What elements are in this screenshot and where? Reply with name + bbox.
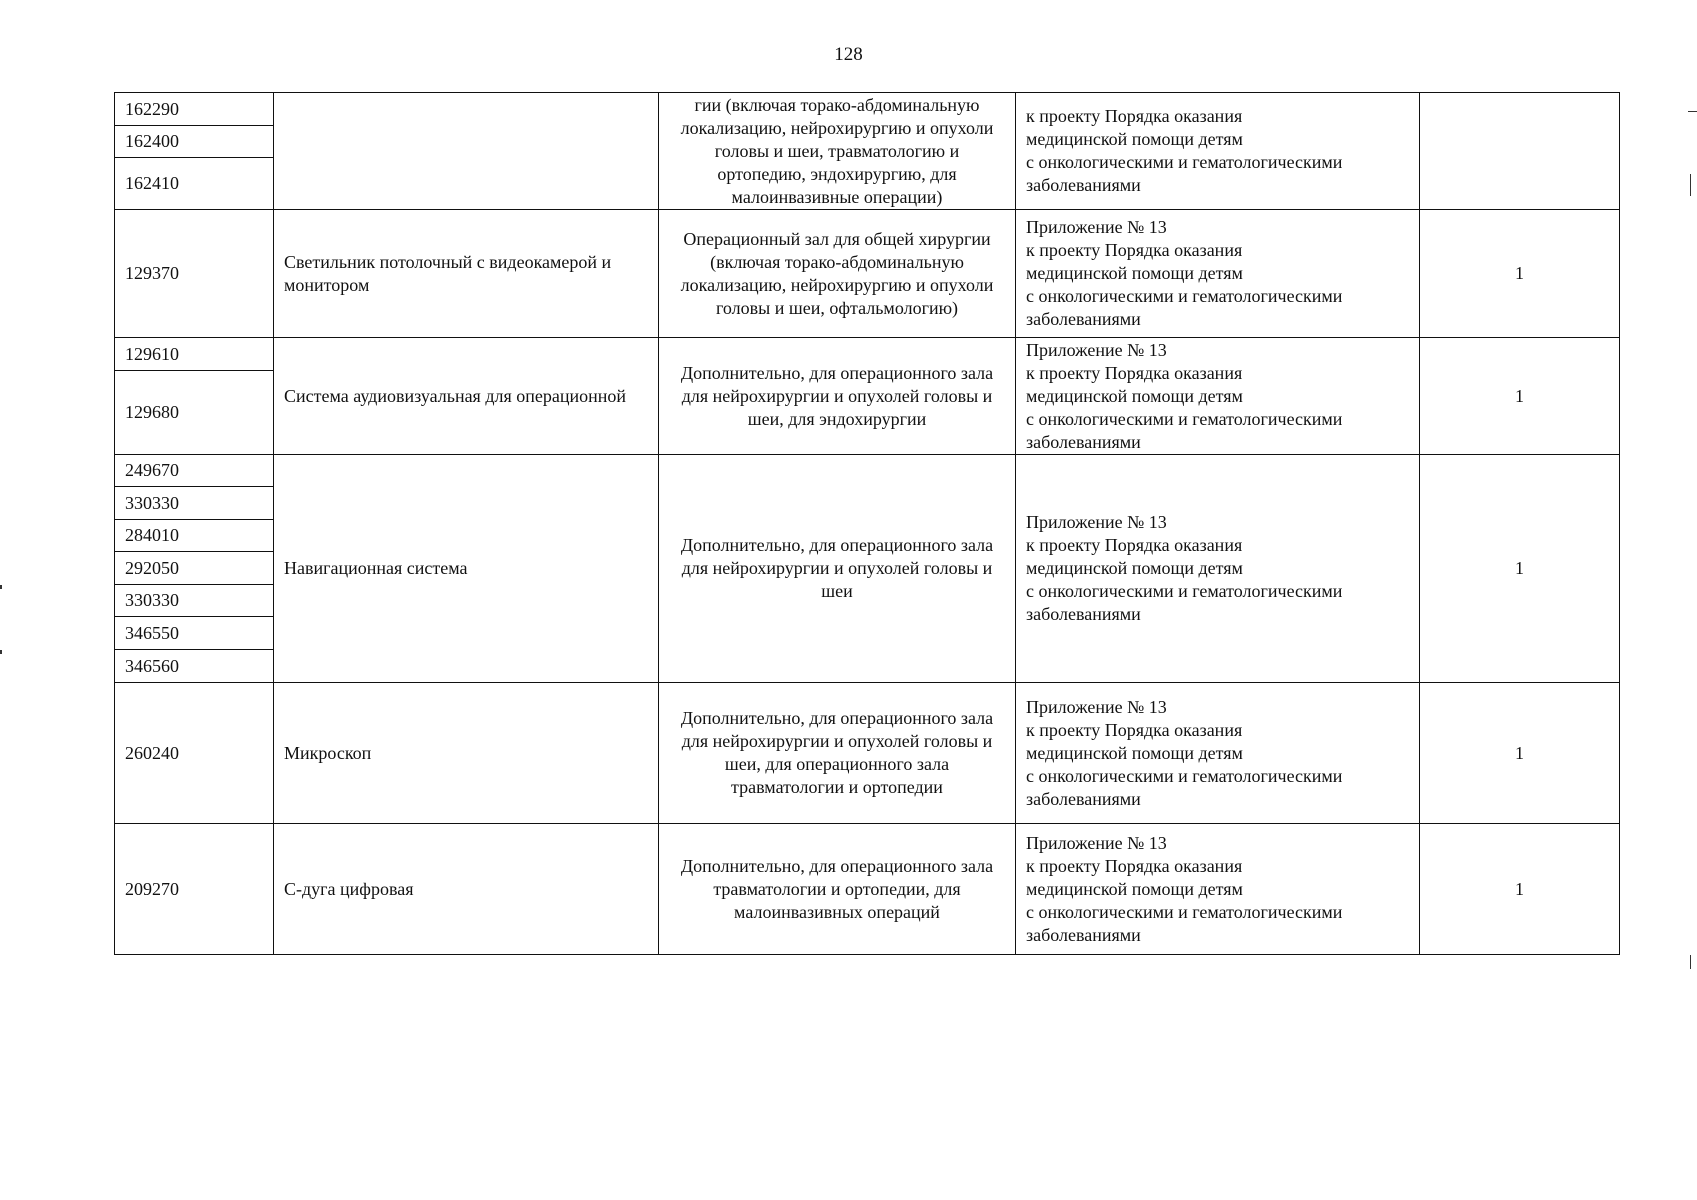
basis-line: с онкологическими и гематологическими xyxy=(1026,152,1343,172)
basis-line: заболеваниями xyxy=(1026,924,1141,945)
basis-line: с онкологическими и гематологическими xyxy=(1026,408,1343,429)
basis-line: заболеваниями xyxy=(1026,604,1141,624)
table-row xyxy=(115,455,1620,487)
basis-line: к проекту Порядка оказания xyxy=(1026,362,1243,383)
equipment-name-cell xyxy=(274,93,659,210)
table-row xyxy=(115,824,1620,955)
table-row xyxy=(115,338,1620,371)
purpose-cell: Операционный зал для общей хирургии (включая торако-абдоминальную локализацию, нейрохирургию и опухоли головы и шеи, офтальмологию) xyxy=(659,210,1016,338)
code-cell: 260240 xyxy=(115,683,274,824)
table-row xyxy=(115,93,1620,126)
code-cell: 129370 xyxy=(115,210,274,338)
basis-line: с онкологическими и гематологическими xyxy=(1026,581,1343,601)
scan-mark xyxy=(1690,174,1691,196)
basis-line: медицинской помощи детям xyxy=(1026,878,1243,899)
quantity-cell: 1 xyxy=(1420,210,1620,338)
quantity-cell: 1 xyxy=(1420,455,1620,683)
equipment-name-cell: Навигационная система xyxy=(274,455,659,683)
basis-line: к проекту Порядка оказания xyxy=(1026,719,1243,740)
code-cell: 162410 xyxy=(115,158,274,210)
basis-line: к проекту Порядка оказания xyxy=(1026,855,1243,876)
basis-line: с онкологическими и гематологическими xyxy=(1026,286,1343,306)
page-number: 128 xyxy=(834,44,863,65)
basis-line: к проекту Порядка оказания xyxy=(1026,106,1243,126)
equipment-table xyxy=(114,92,1620,955)
code-cell: 346560 xyxy=(115,650,274,683)
basis-line: заболеваниями xyxy=(1026,431,1141,452)
basis-cell xyxy=(1016,93,1420,210)
scan-mark xyxy=(1690,955,1691,969)
quantity-cell: 1 xyxy=(1420,683,1620,824)
basis-line: с онкологическими и гематологическими xyxy=(1026,765,1343,786)
equipment-name-cell: Микроскоп xyxy=(274,683,659,824)
basis-cell xyxy=(1016,455,1420,683)
table-row xyxy=(115,683,1620,824)
basis-line: заболеваниями xyxy=(1026,309,1141,329)
purpose-cell: Дополнительно, для операционного зала для нейрохирургии и опухолей головы и шеи, для операционного зала травматологии и ортопедии xyxy=(659,683,1016,824)
code-cell: 129680 xyxy=(115,371,274,455)
basis-line: к проекту Порядка оказания xyxy=(1026,535,1243,555)
basis-cell xyxy=(1016,338,1420,455)
scan-mark xyxy=(0,585,2,589)
purpose-cell: Дополнительно, для операционного зала для нейрохирургии и опухолей головы и шеи xyxy=(659,455,1016,683)
code-cell: 209270 xyxy=(115,824,274,955)
quantity-cell: 1 xyxy=(1420,824,1620,955)
code-cell: 292050 xyxy=(115,552,274,585)
basis-line: медицинской помощи детям xyxy=(1026,129,1243,149)
equipment-name-cell: Система аудиовизуальная для операционной xyxy=(274,338,659,455)
code-cell: 162290 xyxy=(115,93,274,126)
basis-cell xyxy=(1016,824,1420,955)
basis-line: с онкологическими и гематологическими xyxy=(1026,901,1343,922)
basis-line: Приложение № 13 xyxy=(1026,512,1167,532)
basis-line: медицинской помощи детям xyxy=(1026,742,1243,763)
scan-mark xyxy=(1688,111,1697,112)
code-cell: 330330 xyxy=(115,487,274,520)
purpose-cell: Дополнительно, для операционного зала для нейрохирургии и опухолей головы и шеи, для эндохирургии xyxy=(659,338,1016,455)
quantity-cell: 1 xyxy=(1420,338,1620,455)
code-cell: 162400 xyxy=(115,126,274,158)
equipment-name-cell: С-дуга цифровая xyxy=(274,824,659,955)
basis-line: заболеваниями xyxy=(1026,175,1141,195)
purpose-cell: Дополнительно, для операционного зала травматологии и ортопедии, для малоинвазивных операций xyxy=(659,824,1016,955)
basis-line: к проекту Порядка оказания xyxy=(1026,240,1243,260)
basis-line: Приложение № 13 xyxy=(1026,339,1167,360)
code-cell: 129610 xyxy=(115,338,274,371)
quantity-cell xyxy=(1420,93,1620,210)
purpose-cell: гии (включая торако-абдоминальную локализацию, нейрохирургию и опухоли головы и шеи, травматологию и ортопедию, эндохирургию, для малоинвазивные операции) xyxy=(659,93,1016,210)
code-cell: 346550 xyxy=(115,617,274,650)
equipment-name-cell: Светильник потолочный с видеокамерой и монитором xyxy=(274,210,659,338)
table-row xyxy=(115,210,1620,338)
basis-cell xyxy=(1016,683,1420,824)
scan-mark xyxy=(0,650,2,654)
basis-line: Приложение № 13 xyxy=(1026,696,1167,717)
code-cell: 284010 xyxy=(115,520,274,552)
basis-line: заболеваниями xyxy=(1026,788,1141,809)
basis-line: медицинской помощи детям xyxy=(1026,385,1243,406)
basis-line: медицинской помощи детям xyxy=(1026,263,1243,283)
code-cell: 249670 xyxy=(115,455,274,487)
basis-cell xyxy=(1016,210,1420,338)
basis-line: медицинской помощи детям xyxy=(1026,558,1243,578)
basis-line: Приложение № 13 xyxy=(1026,217,1167,237)
code-cell: 330330 xyxy=(115,585,274,617)
basis-line: Приложение № 13 xyxy=(1026,832,1167,853)
